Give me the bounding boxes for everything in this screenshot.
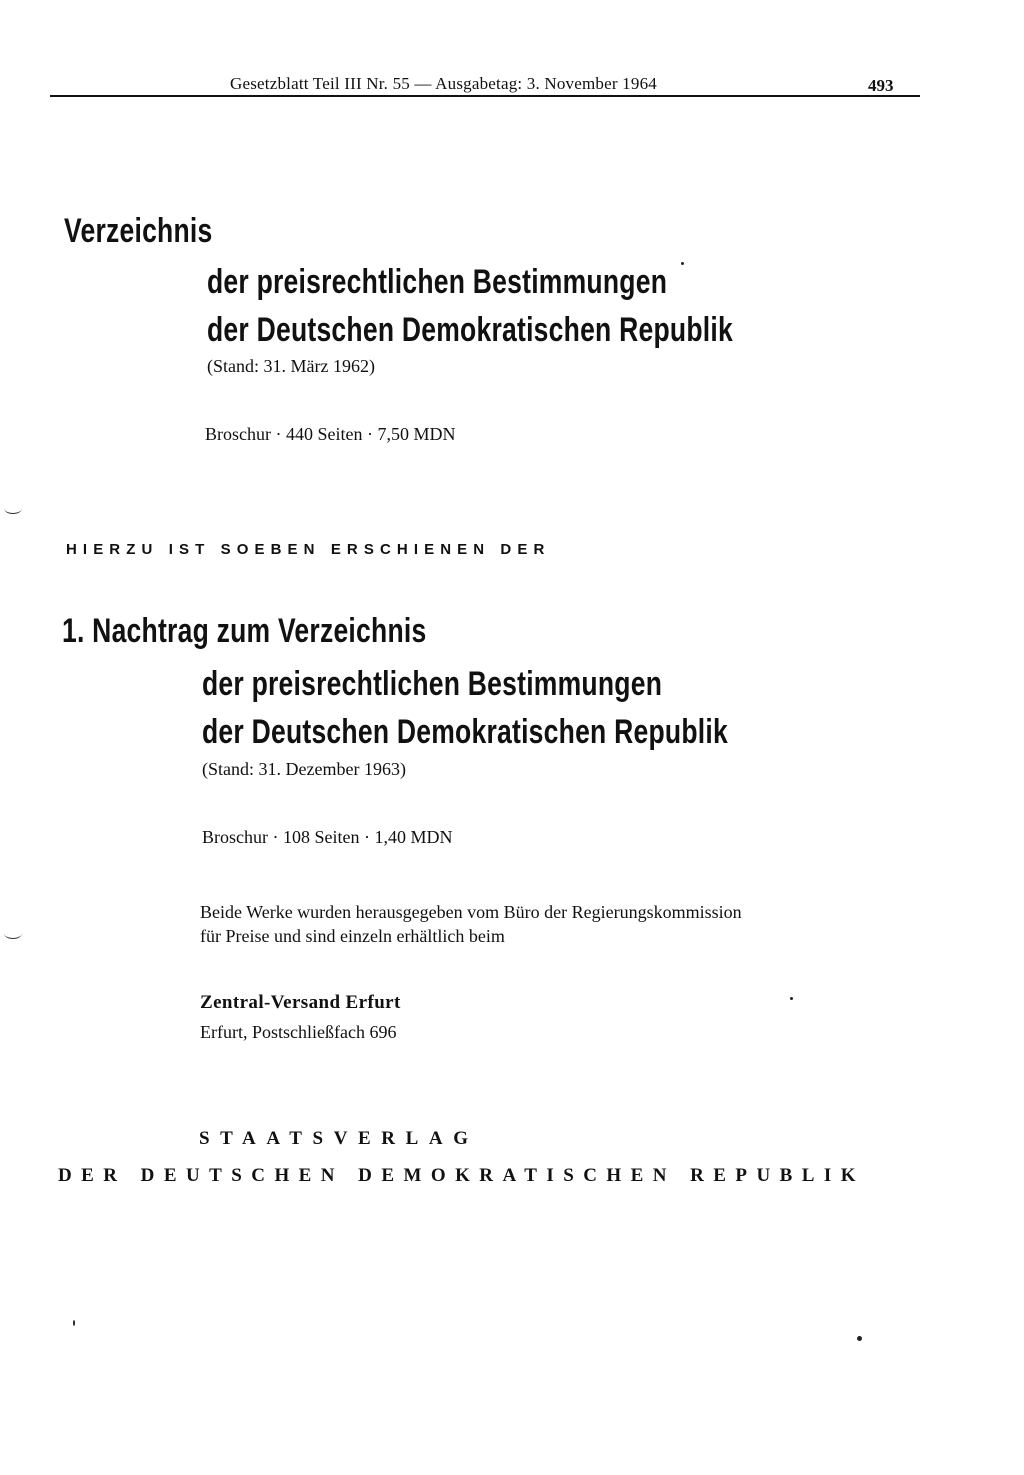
supplement-details: Broschur · 108 Seiten · 1,40 MDN: [202, 827, 453, 847]
directory-subtitle-line-1: der preisrechtlichen Bestimmungen: [207, 263, 668, 301]
supplement-title: 1. Nachtrag zum Verzeichnis: [62, 612, 427, 650]
directory-status: (Stand: 31. März 1962): [207, 356, 375, 376]
distributor-name: Zentral-Versand Erfurt: [200, 992, 401, 1013]
imprint-country: DER DEUTSCHEN DEMOKRATISCHEN REPUBLIK: [58, 1165, 865, 1186]
scan-speck: [681, 262, 684, 265]
directory-title: Verzeichnis: [64, 212, 213, 250]
scan-speck: [790, 997, 793, 1000]
imprint-publisher: STAATSVERLAG: [199, 1128, 479, 1149]
supplement-subtitle-line-1: der preisrechtlichen Bestimmungen: [202, 665, 663, 703]
announcement-line: HIERZU IST SOEBEN ERSCHIENEN DER: [66, 541, 551, 558]
scan-speck: [73, 1320, 75, 1326]
scan-speck: [857, 1336, 862, 1341]
directory-subtitle-line-2: der Deutschen Demokratischen Republik: [207, 311, 733, 349]
margin-hole-mark: [4, 503, 22, 514]
page-number: 493: [868, 76, 894, 95]
directory-details: Broschur · 440 Seiten · 7,50 MDN: [205, 424, 456, 444]
running-header: Gesetzblatt Teil III Nr. 55 — Ausgabetag: 3. November 1964: [230, 74, 657, 93]
supplement-subtitle-line-2: der Deutschen Demokratischen Republik: [202, 713, 728, 751]
note-line-2: für Preise und sind einzeln erhältlich beim: [200, 926, 505, 946]
margin-hole-mark: [4, 928, 22, 939]
supplement-status: (Stand: 31. Dezember 1963): [202, 759, 406, 779]
distributor-address: Erfurt, Postschließfach 696: [200, 1022, 397, 1042]
header-rule: [50, 95, 920, 97]
note-line-1: Beide Werke wurden herausgegeben vom Büro der Regierungskommission: [200, 902, 742, 922]
